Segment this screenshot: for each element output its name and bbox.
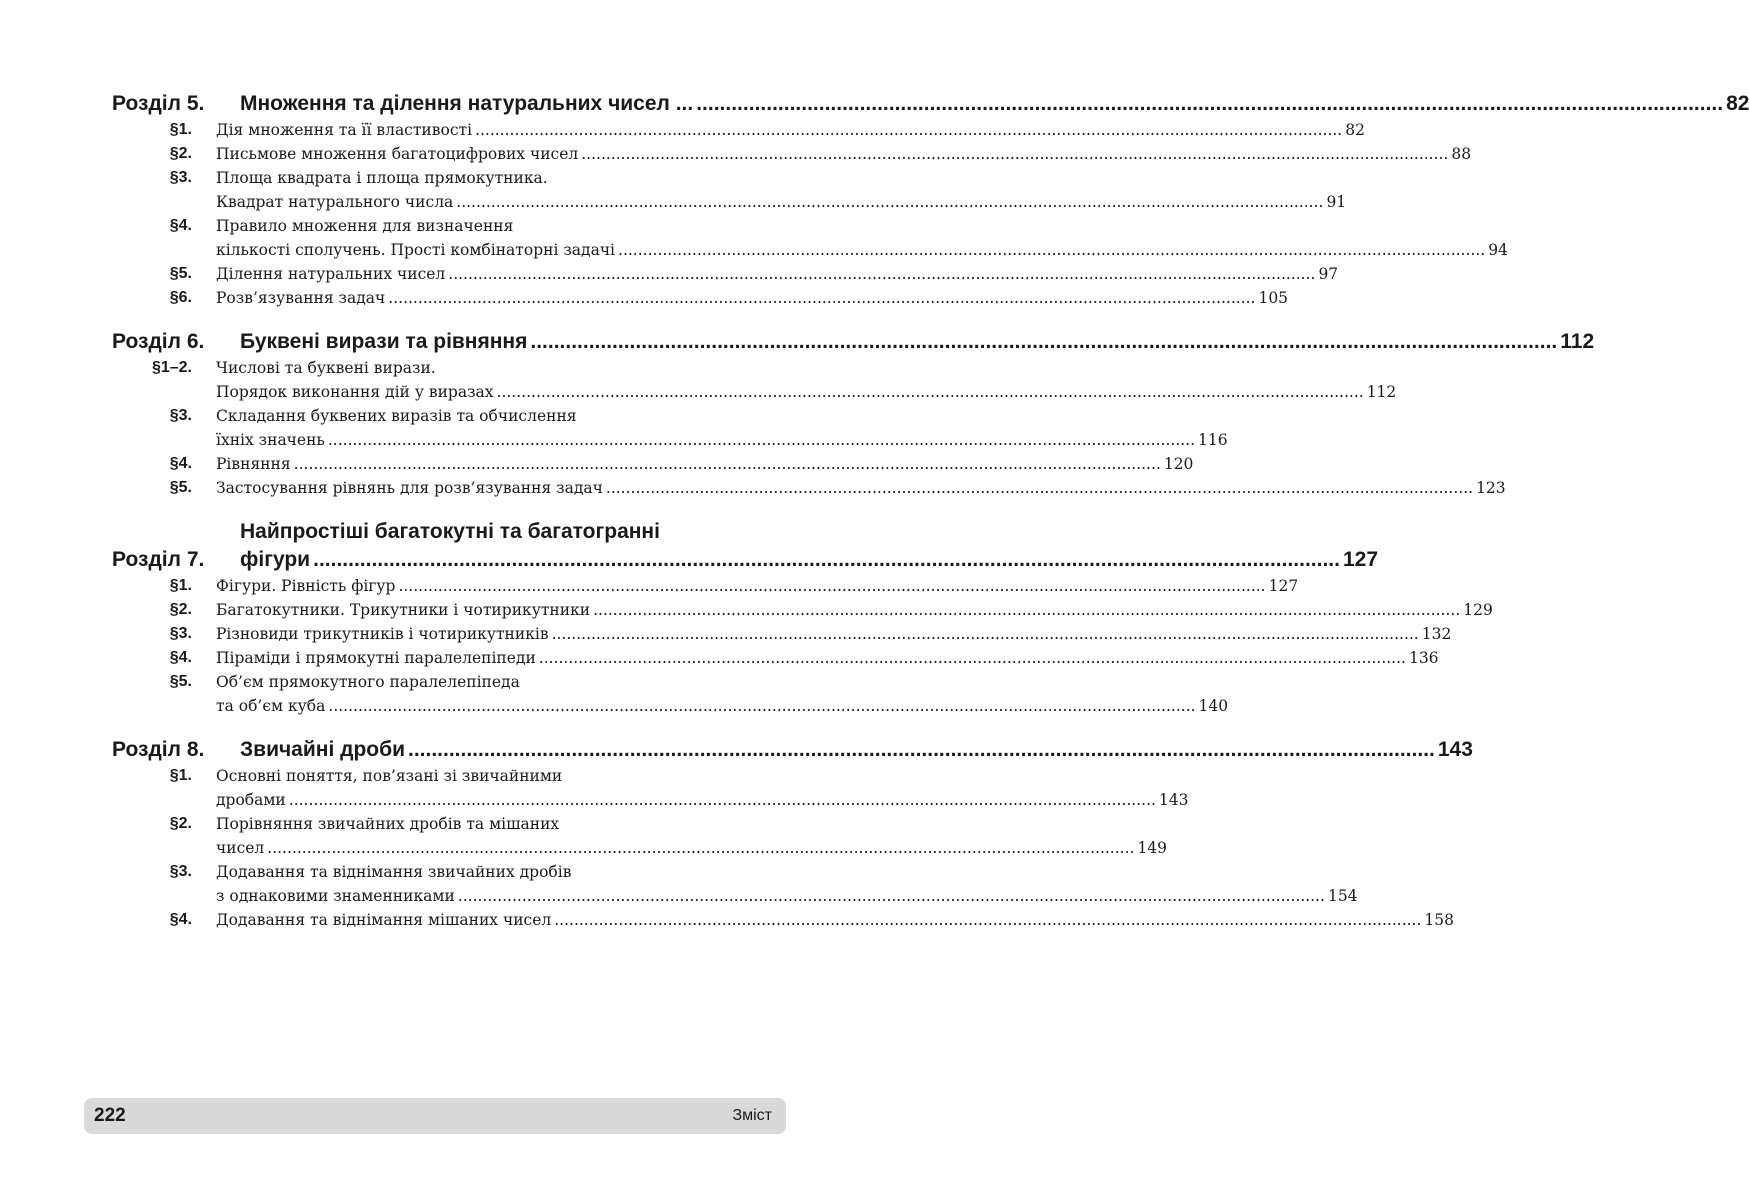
entry-title-text: Додавання та віднімання мішаних чисел bbox=[216, 911, 552, 929]
paragraph-number: §3. bbox=[169, 863, 192, 880]
section-heading bbox=[112, 518, 1379, 574]
entry-last-line bbox=[216, 476, 1506, 500]
dot-leader bbox=[536, 646, 1409, 670]
entry-page-number: 82 bbox=[1345, 121, 1365, 139]
paragraph-number: §2. bbox=[169, 145, 192, 162]
entry-last-line bbox=[216, 836, 1167, 860]
dot-leader bbox=[264, 836, 1137, 860]
toc-item bbox=[112, 404, 1228, 452]
dot-leader bbox=[291, 452, 1164, 476]
toc-item bbox=[112, 262, 1339, 286]
entry-title-line: Правило множення для визначення bbox=[216, 217, 514, 235]
entry-last-line bbox=[216, 428, 1228, 452]
entry-title-text: Порядок виконання дій у виразах bbox=[216, 383, 494, 401]
item-body bbox=[216, 404, 1228, 452]
entry-title-line: Площа квадрата і площа прямокутника. bbox=[216, 169, 548, 187]
dot-leader bbox=[453, 190, 1326, 214]
footer-title: Зміст bbox=[732, 1107, 772, 1124]
item-body bbox=[216, 262, 1338, 286]
dot-leader bbox=[395, 574, 1268, 598]
table-of-contents bbox=[112, 90, 1749, 950]
item-body bbox=[216, 908, 1454, 932]
toc-item bbox=[112, 670, 1229, 718]
paragraph-number: §1–2. bbox=[151, 359, 192, 376]
section-title bbox=[240, 90, 1749, 118]
entry-last-line bbox=[216, 694, 1228, 718]
entry-last-line bbox=[216, 262, 1338, 286]
entry-page-number: 94 bbox=[1488, 241, 1508, 259]
section-label: Розділ 7. bbox=[112, 548, 205, 571]
footer-page-number: 222 bbox=[94, 1105, 126, 1126]
entry-last-line bbox=[240, 546, 1378, 574]
item-body bbox=[216, 286, 1288, 310]
entry-last-line bbox=[216, 142, 1471, 166]
toc-item bbox=[112, 574, 1299, 598]
entry-last-line bbox=[216, 118, 1365, 142]
entry-page-number: 127 bbox=[1268, 577, 1299, 595]
paragraph-number: §5. bbox=[169, 673, 192, 690]
entry-last-line bbox=[240, 90, 1749, 118]
paragraph-number: §3. bbox=[169, 625, 192, 642]
paragraph-number: §2. bbox=[169, 601, 192, 618]
section-title bbox=[240, 518, 1378, 574]
dot-leader bbox=[385, 286, 1258, 310]
entry-page-number: 112 bbox=[1366, 383, 1397, 401]
entry-page-number: 123 bbox=[1476, 479, 1506, 497]
entry-page-number: 158 bbox=[1424, 911, 1454, 929]
entry-title-text: Рівняння bbox=[216, 455, 291, 473]
entry-title-line: Основні поняття, пов’язані зі звичайними bbox=[216, 767, 563, 785]
section-label: Розділ 6. bbox=[112, 330, 205, 353]
page-footer bbox=[84, 1098, 786, 1134]
entry-title-text: Звичайні дроби bbox=[240, 738, 405, 761]
section-heading bbox=[112, 90, 1749, 118]
item-body bbox=[216, 670, 1228, 718]
entry-last-line bbox=[216, 574, 1298, 598]
toc-item bbox=[112, 214, 1508, 262]
toc-section bbox=[112, 736, 1473, 932]
dot-leader bbox=[455, 884, 1328, 908]
entry-title-text: Розв’язування задач bbox=[216, 289, 386, 307]
toc-section bbox=[112, 518, 1493, 718]
toc-item bbox=[112, 476, 1506, 500]
entry-title-text: Письмове множення багатоцифрових чисел bbox=[216, 145, 579, 163]
paragraph-number: §4. bbox=[169, 455, 192, 472]
dot-leader bbox=[603, 476, 1476, 500]
entry-title-text: Фігури. Рівність фігур bbox=[216, 577, 396, 595]
entry-last-line bbox=[240, 736, 1473, 764]
entry-last-line bbox=[216, 908, 1454, 932]
entry-page-number: 127 bbox=[1342, 548, 1379, 571]
toc-item bbox=[112, 764, 1189, 812]
dot-leader bbox=[693, 90, 1726, 118]
entry-title-line: Складання буквених виразів та обчислення bbox=[216, 407, 577, 425]
entry-title-line: Об’єм прямокутного паралелепіпеда bbox=[216, 673, 520, 691]
dot-leader bbox=[445, 262, 1318, 286]
item-body bbox=[216, 598, 1493, 622]
entry-last-line bbox=[216, 884, 1358, 908]
entry-title-line: Найпростіші багатокутні та багатогранні bbox=[240, 520, 660, 543]
entry-title-text: чисел bbox=[216, 839, 265, 857]
entry-page-number: 132 bbox=[1421, 625, 1452, 643]
entry-last-line bbox=[216, 788, 1189, 812]
item-body bbox=[216, 646, 1439, 670]
entry-page-number: 116 bbox=[1198, 431, 1228, 449]
paragraph-number: §6. bbox=[169, 289, 192, 306]
entry-title-text: Застосування рівнянь для розв’язування задач bbox=[216, 479, 603, 497]
toc-item bbox=[112, 118, 1365, 142]
entry-last-line bbox=[216, 622, 1451, 646]
dot-leader bbox=[286, 788, 1159, 812]
entry-page-number: 140 bbox=[1198, 697, 1229, 715]
entry-title-text: Різновиди трикутників і чотирикутників bbox=[216, 625, 549, 643]
entry-page-number: 105 bbox=[1258, 289, 1289, 307]
toc-item bbox=[112, 646, 1439, 670]
item-body bbox=[216, 812, 1167, 860]
dot-leader bbox=[405, 736, 1438, 764]
entry-title-line: Числові та буквені вирази. bbox=[216, 359, 436, 377]
dot-leader bbox=[615, 238, 1488, 262]
dot-leader bbox=[590, 598, 1463, 622]
entry-page-number: 143 bbox=[1158, 791, 1189, 809]
toc-item bbox=[112, 166, 1347, 214]
toc-item bbox=[112, 142, 1472, 166]
item-body bbox=[216, 860, 1358, 908]
entry-title-text: з однаковими знаменниками bbox=[216, 887, 455, 905]
entry-title-line: Додавання та віднімання звичайних дробів bbox=[216, 863, 572, 881]
entry-last-line bbox=[216, 238, 1508, 262]
section-label: Розділ 5. bbox=[112, 92, 205, 115]
toc-item bbox=[112, 860, 1358, 908]
item-body bbox=[216, 452, 1193, 476]
entry-title-text: Багатокутники. Трикутники і чотирикутники bbox=[216, 601, 591, 619]
entry-title-text: дробами bbox=[216, 791, 286, 809]
section-label: Розділ 8. bbox=[112, 738, 205, 761]
entry-last-line bbox=[240, 328, 1594, 356]
entry-page-number: 154 bbox=[1327, 887, 1358, 905]
section-title bbox=[240, 328, 1594, 356]
entry-page-number: 91 bbox=[1326, 193, 1347, 211]
toc-section bbox=[112, 328, 1595, 500]
toc-item bbox=[112, 622, 1452, 646]
toc-section bbox=[112, 90, 1749, 310]
dot-leader bbox=[472, 118, 1345, 142]
toc-item bbox=[112, 286, 1289, 310]
item-body bbox=[216, 118, 1365, 142]
entry-page-number: 143 bbox=[1437, 738, 1473, 761]
dot-leader bbox=[549, 622, 1422, 646]
toc-item bbox=[112, 598, 1493, 622]
entry-title-text: Піраміди і прямокутні паралелепіпеди bbox=[216, 649, 536, 667]
entry-title-text: та об’єм куба bbox=[216, 697, 326, 715]
toc-item bbox=[112, 812, 1168, 860]
dot-leader bbox=[527, 328, 1560, 356]
paragraph-number: §4. bbox=[169, 649, 192, 666]
entry-page-number: 97 bbox=[1318, 265, 1339, 283]
entry-title-text: їхніх значень bbox=[216, 431, 325, 449]
paragraph-number: §4. bbox=[169, 217, 192, 234]
item-body bbox=[216, 476, 1506, 500]
dot-leader bbox=[578, 142, 1451, 166]
entry-page-number: 112 bbox=[1560, 330, 1595, 353]
entry-last-line bbox=[216, 190, 1346, 214]
paragraph-number: §1. bbox=[169, 767, 192, 784]
paragraph-number: §4. bbox=[169, 911, 192, 928]
section-heading bbox=[112, 736, 1473, 764]
entry-last-line bbox=[216, 286, 1288, 310]
entry-last-line bbox=[216, 452, 1193, 476]
entry-last-line bbox=[216, 380, 1396, 404]
paragraph-number: §3. bbox=[169, 407, 192, 424]
item-body bbox=[216, 622, 1451, 646]
item-body bbox=[216, 764, 1189, 812]
dot-leader bbox=[551, 908, 1424, 932]
toc-item bbox=[112, 908, 1454, 932]
item-body bbox=[216, 166, 1346, 214]
paragraph-number: §1. bbox=[169, 121, 192, 138]
entry-title-text: Буквені вирази та рівняння bbox=[240, 330, 528, 353]
entry-title-line: Порівняння звичайних дробів та мішаних bbox=[216, 815, 560, 833]
entry-page-number: 120 bbox=[1163, 455, 1194, 473]
paragraph-number: §5. bbox=[169, 265, 192, 282]
toc-item bbox=[112, 452, 1194, 476]
entry-title-text: фігури bbox=[240, 548, 311, 571]
entry-title-text: кількості сполучень. Прості комбінаторні задачі bbox=[216, 241, 616, 259]
item-body bbox=[216, 574, 1298, 598]
entry-page-number: 136 bbox=[1408, 649, 1439, 667]
item-body bbox=[216, 214, 1508, 262]
entry-title-text: Дія множення та її властивості bbox=[216, 121, 473, 139]
entry-title-text: Квадрат натурального числа bbox=[216, 193, 454, 211]
entry-title-text: Ділення натуральних чисел bbox=[216, 265, 446, 283]
entry-page-number: 82 bbox=[1726, 92, 1749, 115]
entry-title-text: Множення та ділення натуральних чисел ... bbox=[240, 92, 694, 115]
item-body bbox=[216, 356, 1396, 404]
entry-last-line bbox=[216, 646, 1439, 670]
entry-page-number: 129 bbox=[1463, 601, 1493, 619]
entry-last-line bbox=[216, 598, 1493, 622]
paragraph-number: §5. bbox=[169, 479, 192, 496]
dot-leader bbox=[325, 694, 1198, 718]
dot-leader bbox=[310, 546, 1343, 574]
section-title bbox=[240, 736, 1473, 764]
paragraph-number: §3. bbox=[169, 169, 192, 186]
entry-page-number: 88 bbox=[1451, 145, 1472, 163]
paragraph-number: §1. bbox=[169, 577, 192, 594]
dot-leader bbox=[494, 380, 1367, 404]
toc-item bbox=[112, 356, 1397, 404]
item-body bbox=[216, 142, 1471, 166]
dot-leader bbox=[325, 428, 1198, 452]
section-heading bbox=[112, 328, 1595, 356]
paragraph-number: §2. bbox=[169, 815, 192, 832]
entry-page-number: 149 bbox=[1137, 839, 1168, 857]
